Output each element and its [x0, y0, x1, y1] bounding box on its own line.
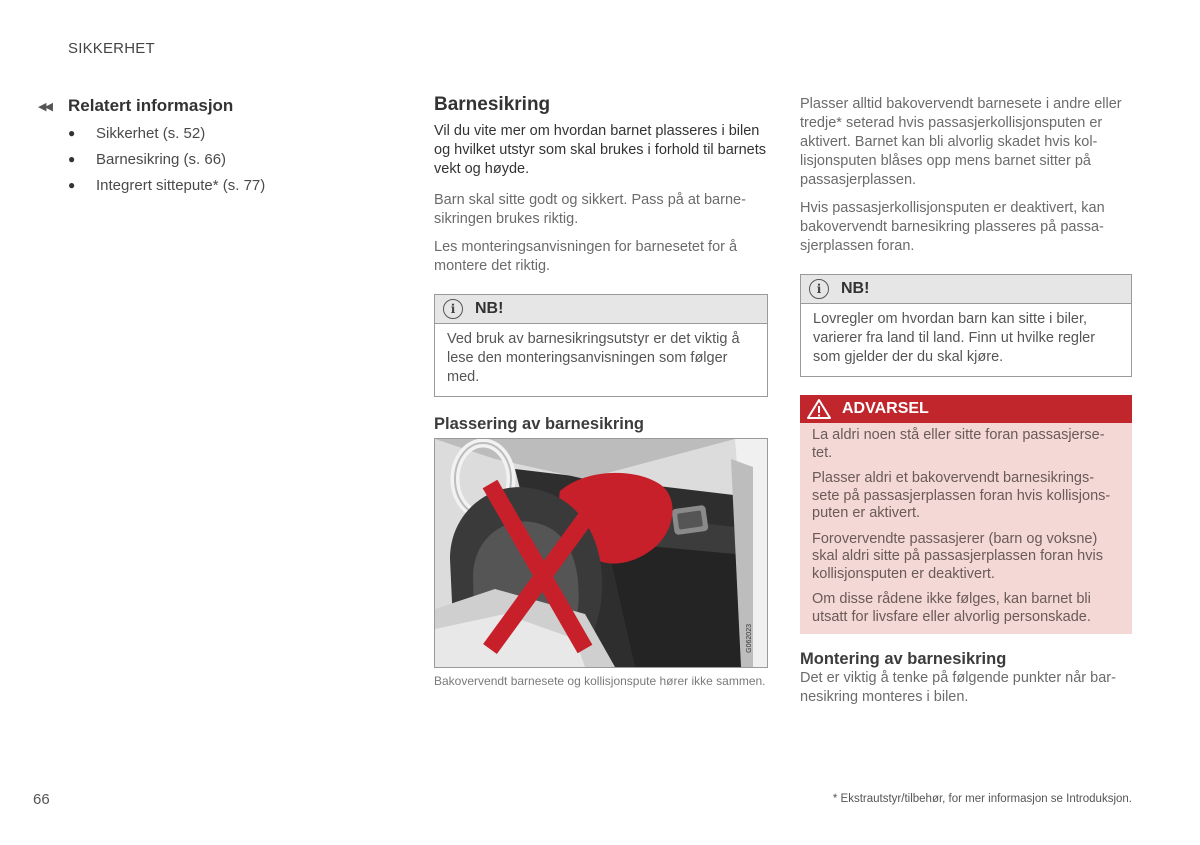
main-column — [434, 94, 768, 689]
warning-body — [800, 423, 1132, 634]
mounting-heading: Montering av barnesikring — [800, 650, 1007, 668]
body-paragraph: Plasser alltid bakovervendt barnesete i andre eller tredje* seterad hvis passasjerkollisjonsputen er aktivert. Barnet kan bli alvorlig skadet hvis kol-lisjonsputen blåses opp mens barnet sitter på passasjerplassen. — [800, 96, 1122, 188]
body-paragraph: Barn skal sitte godt og sikkert. Pass på at barne-sikringen brukes riktig. — [434, 192, 746, 227]
note-text: Ved bruk av barnesikringsutstyr er det viktig å lese den monteringsanvisningen som følger med. — [447, 331, 740, 385]
figure-caption: Bakovervendt barnesete og kollisjonspute hører ikke sammen. — [434, 674, 766, 688]
note-box — [800, 274, 1132, 377]
airbag-child-seat-illustration — [434, 438, 768, 668]
page-number: 66 — [33, 791, 50, 808]
warning-item: Forovervendte passasjerer (barn og voksne) skal aldri sitte på passasjerplassen foran hvis kollisjonsputen er deaktivert. — [812, 530, 1103, 582]
warning-triangle-icon — [806, 398, 832, 420]
warning-box — [800, 395, 1132, 634]
car-interior-drawing — [435, 439, 767, 667]
figure-code: G062023 — [746, 624, 753, 653]
related-info-heading — [38, 96, 338, 116]
related-info-title: Relatert informasjon — [68, 96, 234, 115]
warning-item: La aldri noen stå eller sitte foran passasjerse-tet. — [812, 427, 1105, 461]
note-title: NB! — [841, 280, 870, 297]
info-icon: i — [809, 279, 829, 299]
page-title: Barnesikring — [434, 94, 551, 115]
note-text: Lovregler om hvordan barn kan sitte i biler, varierer fra land til land. Finn ut hvilke regler som gjelder der du skal kjøre. — [813, 311, 1096, 365]
bullet-icon: ● — [68, 178, 76, 192]
bullet-icon: ● — [68, 152, 76, 166]
note-header — [801, 275, 1131, 304]
related-link-sikkerhet[interactable] — [38, 120, 338, 146]
warning-title: ADVARSEL — [842, 400, 929, 417]
related-link-label: Integrert sittepute* (s. 77) — [96, 176, 266, 194]
related-list — [38, 120, 338, 198]
footnote: * Ekstrautstyr/tilbehør, for mer informasjon se Introduksjon. — [832, 793, 1132, 805]
mounting-paragraph: Det er viktig å tenke på følgende punkter når bar-nesikring monteres i bilen. — [800, 670, 1116, 705]
body-paragraph: Hvis passasjerkollisjonsputen er deaktivert, kan bakovervendt barnesikring plasseres på passa-sjerplassen foran. — [800, 200, 1105, 254]
right-column — [800, 95, 1132, 716]
warning-item: Om disse rådene ikke følges, kan barnet bli utsatt for livsfare eller alvorlig personskade. — [812, 591, 1091, 625]
info-icon: i — [443, 299, 463, 319]
section-title: SIKKERHET — [68, 40, 155, 57]
related-link-integrert-sittepute[interactable] — [38, 172, 338, 198]
related-info — [38, 96, 338, 198]
related-link-label: Sikkerhet (s. 52) — [96, 124, 206, 142]
note-box — [434, 294, 768, 397]
related-link-label: Barnesikring (s. 66) — [96, 150, 227, 168]
double-chevron-left-icon: ◀◀ — [38, 100, 51, 113]
related-link-barnesikring[interactable] — [38, 146, 338, 172]
placement-heading: Plassering av barnesikring — [434, 415, 645, 433]
note-header — [435, 295, 767, 324]
body-paragraph: Les monteringsanvisningen for barnesetet for å montere det riktig. — [434, 239, 738, 274]
warning-item: Plasser aldri et bakovervendt barnesikrings-sete på passasjerplassen foran hvis kollisjons-puten er aktivert. — [812, 470, 1111, 521]
warning-header — [800, 395, 1132, 423]
bullet-icon: ● — [68, 126, 76, 140]
lead-paragraph: Vil du vite mer om hvordan barnet plasseres i bilen og hvilket utstyr som skal brukes i forhold til barnets vekt og høyde. — [434, 123, 767, 177]
note-title: NB! — [475, 300, 504, 317]
